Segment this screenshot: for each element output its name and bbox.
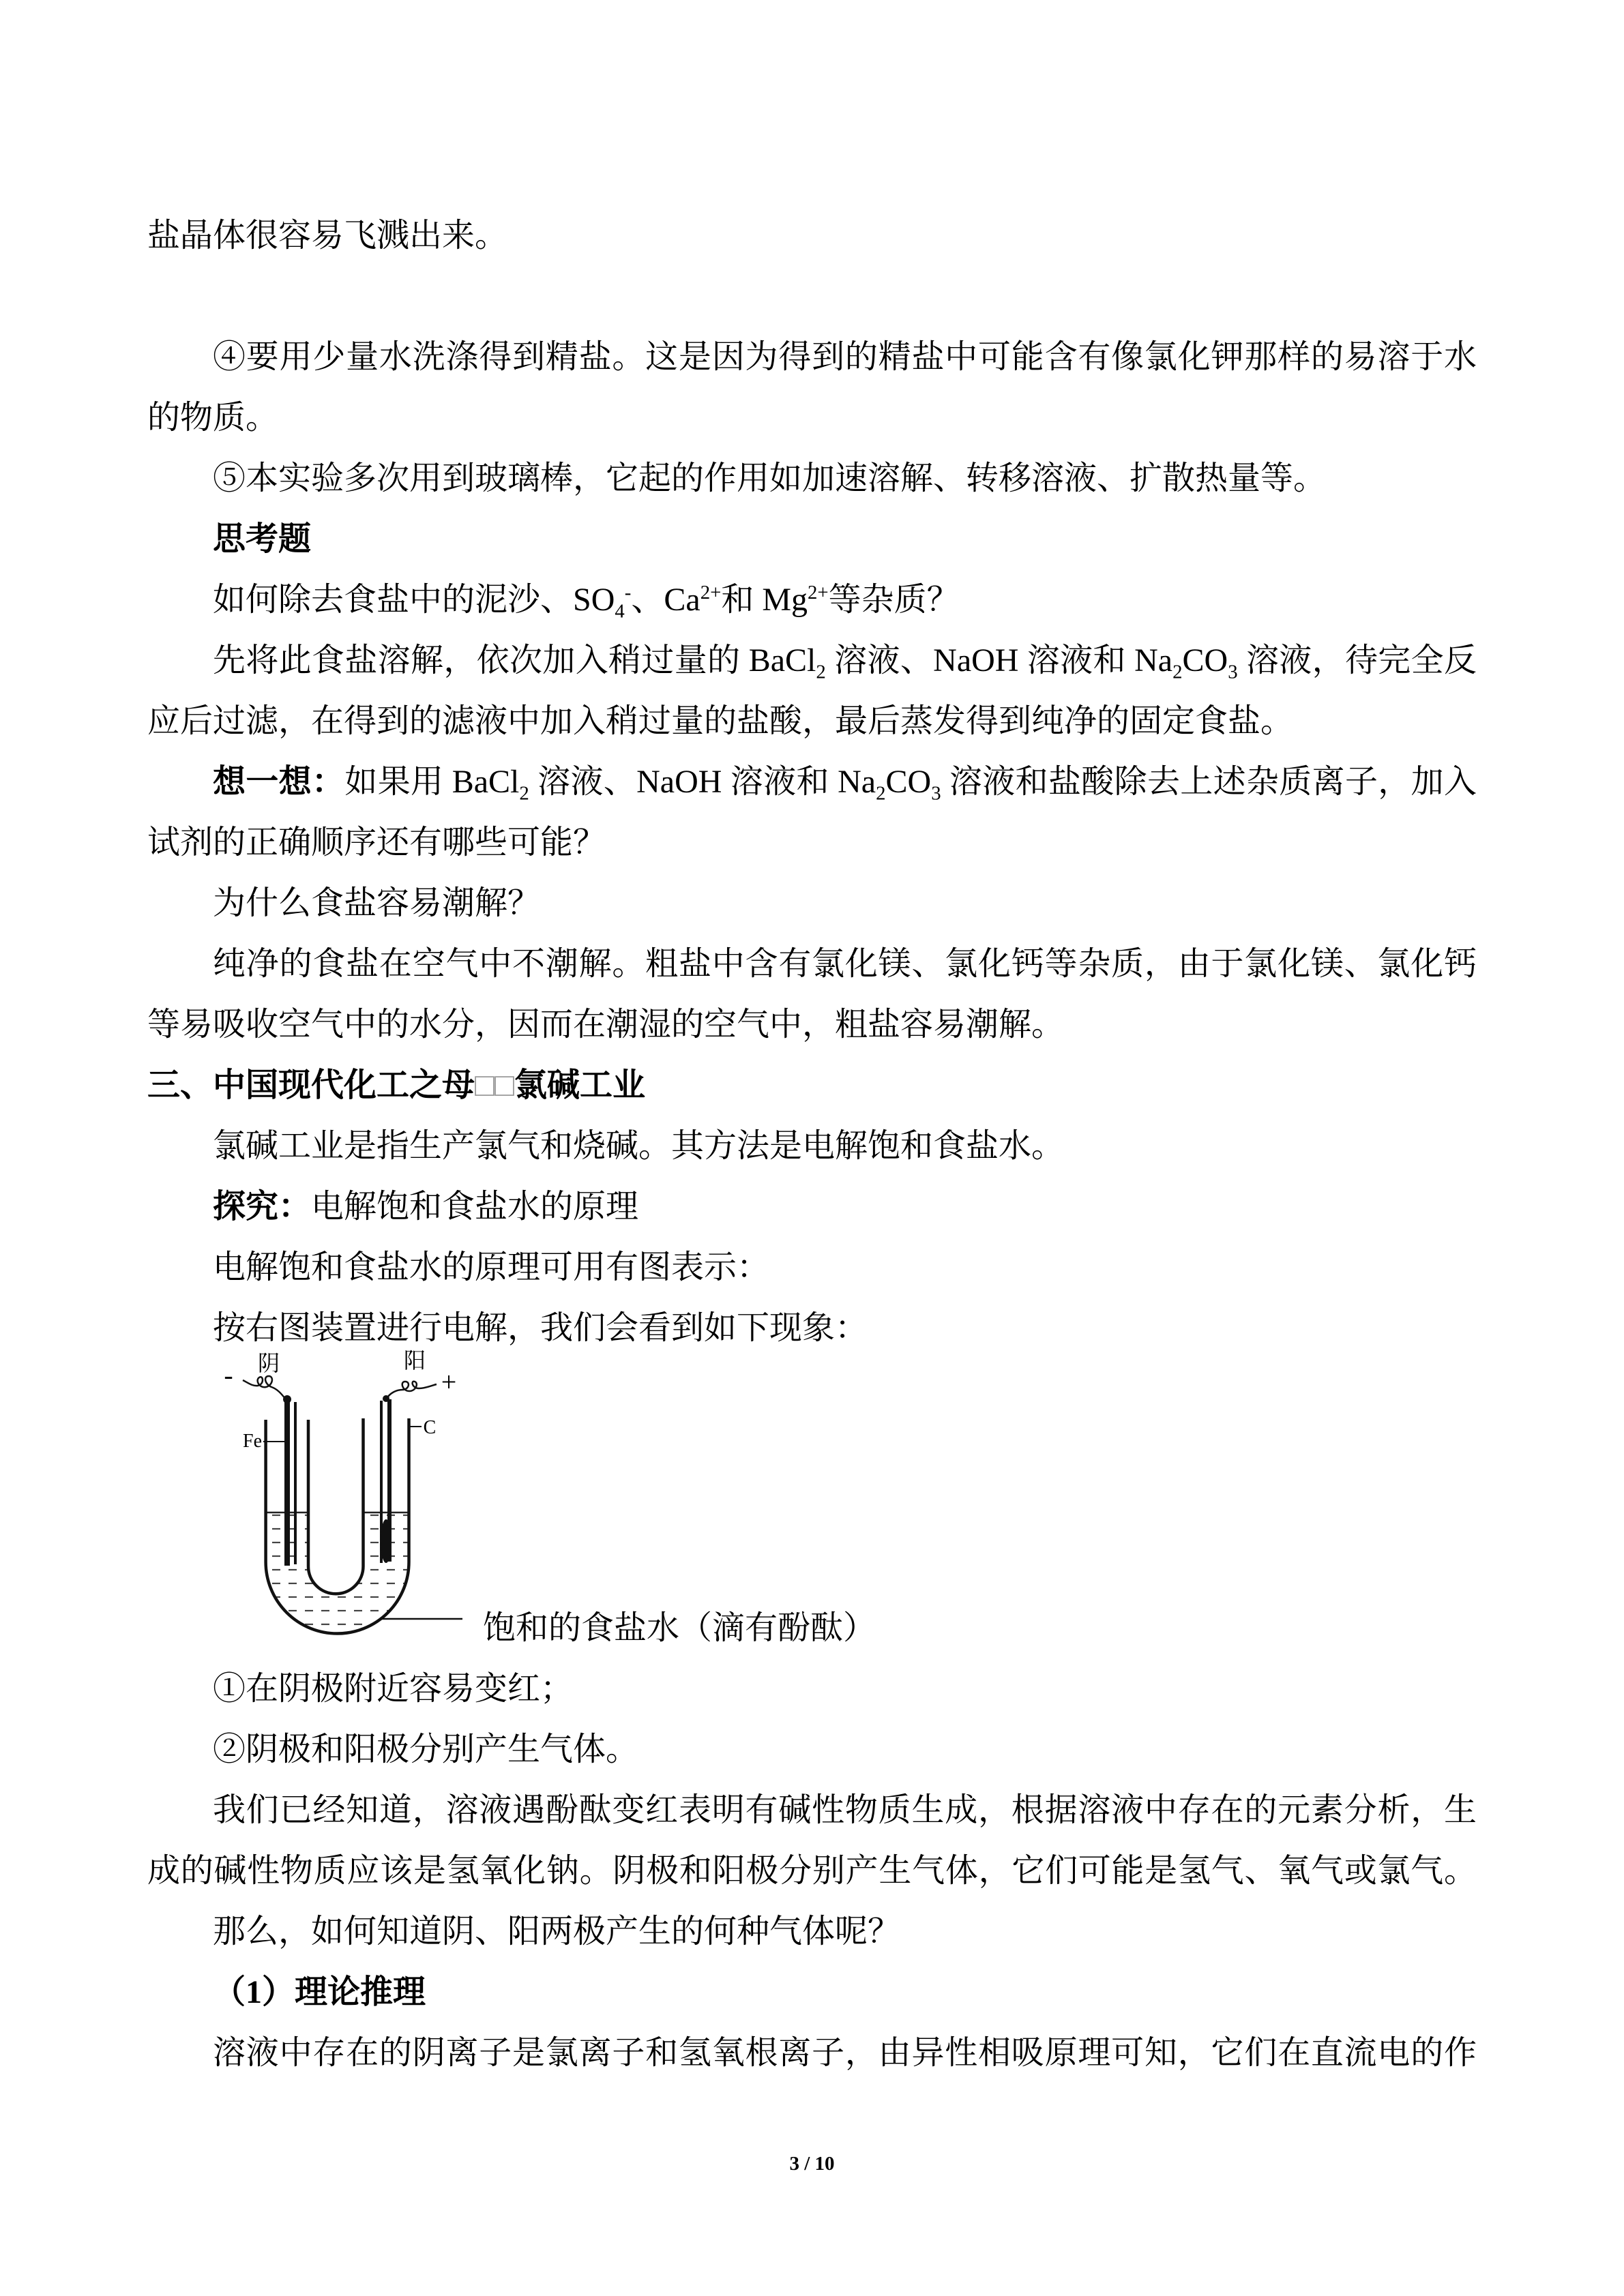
answer-impurities-line-2: 应后过滤，在得到的滤液中加入稍过量的盐酸，最后蒸发得到纯净的固定食盐。 [147, 703, 1294, 739]
note-4-line-2: 的物质。 [147, 400, 279, 436]
observation-2: ②阴极和阳极分别产生气体。 [213, 1731, 639, 1768]
anode-material-label: C [423, 1417, 437, 1438]
positive-terminal: + [441, 1367, 457, 1397]
subsection-heading: （1）理论推理 [213, 1974, 426, 2010]
question-deliquescence: 为什么食盐容易潮解？ [213, 885, 541, 921]
anode-wire [386, 1382, 437, 1399]
thinking-heading: 思考题 [213, 521, 312, 557]
text-segment: CO [1182, 642, 1228, 679]
paragraph-line: 盐晶体很容易飞溅出来。 [147, 218, 508, 254]
subscript: 3 [931, 782, 941, 805]
text-segment: CO [885, 764, 932, 800]
superscript: - [624, 582, 632, 603]
reasoning-line-1: 溶液中存在的阴离子是氯离子和氢氧根离子，由异性相吸原理可知，它们在直流电的作 [213, 2035, 1477, 2071]
electrolysis-figure [147, 1348, 1477, 1658]
subscript: 2 [519, 782, 529, 805]
text-segment: 如果用 BaCl [344, 764, 520, 800]
cathode-label: 阴 [257, 1351, 280, 1375]
anode-label: 阳 [403, 1348, 426, 1373]
text-segment: 如何除去食盐中的泥沙、SO [213, 582, 615, 618]
figure-caption: 饱和的食盐水（滴有酚酞） [483, 1610, 876, 1646]
text-segment: 电解饱和食盐水的原理 [311, 1189, 639, 1225]
text-segment: 等杂质？ [828, 582, 960, 618]
page-number: 3 / 10 [789, 2153, 835, 2175]
text-segment: 溶液、NaOH 溶液和 Na [529, 764, 876, 800]
text-segment: 和 Mg [721, 582, 808, 618]
section-heading [147, 1055, 1477, 1116]
u-tube-inner-wall [308, 1418, 364, 1594]
analysis-line-1: 我们已经知道，溶液遇酚酞变红表明有碱性物质生成，根据溶液中存在的元素分析，生 [213, 1792, 1477, 1828]
think-about-line-1 [147, 751, 1477, 812]
subscript: 2 [1172, 661, 1183, 683]
answer-impurities-line-1 [147, 630, 1477, 691]
cathode-wire [243, 1376, 286, 1401]
text-segment: 、Ca [631, 582, 700, 618]
chlor-alkali-definition: 氯碱工业是指生产氯气和烧碱。其方法是电解饱和食盐水。 [213, 1128, 1065, 1164]
cathode-material-label: Fe [243, 1431, 262, 1452]
subscript: 3 [1228, 661, 1238, 683]
note-5: ⑤本实验多次用到玻璃棒，它起的作用如加速溶解、转移溶液、扩散热量等。 [213, 460, 1327, 496]
superscript: 2+ [700, 582, 722, 603]
subscript: 2 [876, 782, 886, 805]
answer-deliquescence-line-1: 纯净的食盐在空气中不潮解。粗盐中含有氯化镁、氯化钙等杂质，由于氯化镁、氯化钙 [213, 946, 1477, 982]
missing-glyph-boxes: □□ [475, 1067, 514, 1103]
text-segment: 溶液和盐酸除去上述杂质离子，加入 [941, 764, 1477, 800]
observation-intro: 按右图装置进行电解，我们会看到如下现象： [213, 1310, 868, 1346]
subscript: 2 [816, 661, 826, 683]
explore-label: 探究： [213, 1189, 312, 1225]
page-body [147, 205, 1477, 2083]
text-segment: 先将此食盐溶解，依次加入稍过量的 BaCl [213, 642, 816, 679]
analysis-line-2: 成的碱性物质应该是氢氧化钠。阴极和阳极分别产生气体，它们可能是氢气、氧气或氯气。 [147, 1853, 1477, 1889]
text-segment: 溶液、NaOH 溶液和 Na [825, 642, 1173, 679]
paragraph-gap [147, 266, 1477, 327]
text-segment: 溶液，待完全反 [1237, 642, 1477, 679]
subscript: 4 [615, 600, 625, 623]
electrolysis-apparatus-drawing [205, 1345, 491, 1658]
question-impurities [147, 569, 1477, 630]
note-4-line-1: ④要用少量水洗涤得到精盐。这是因为得到的精盐中可能含有像氯化钾那样的易溶于水 [213, 339, 1477, 375]
answer-deliquescence-line-2: 等易吸收空气中的水分，因而在潮湿的空气中，粗盐容易潮解。 [147, 1007, 1065, 1043]
negative-terminal: - [224, 1360, 233, 1390]
think-about-label: 想一想： [213, 764, 345, 800]
gas-question: 那么，如何知道阴、阳两极产生的何种气体呢？ [213, 1913, 901, 1950]
anode-electrode [381, 1395, 392, 1563]
principle-intro: 电解饱和食盐水的原理可用有图表示： [213, 1249, 770, 1285]
observation-1: ①在阴极附近容易变红； [213, 1671, 574, 1707]
superscript: 2+ [808, 582, 829, 603]
think-about-line-2: 试剂的正确顺序还有哪些可能？ [147, 824, 606, 861]
heading-segment: 三、中国现代化工之母 [147, 1067, 475, 1103]
explore-line [147, 1176, 1477, 1237]
heading-segment: 氯碱工业 [514, 1067, 646, 1103]
